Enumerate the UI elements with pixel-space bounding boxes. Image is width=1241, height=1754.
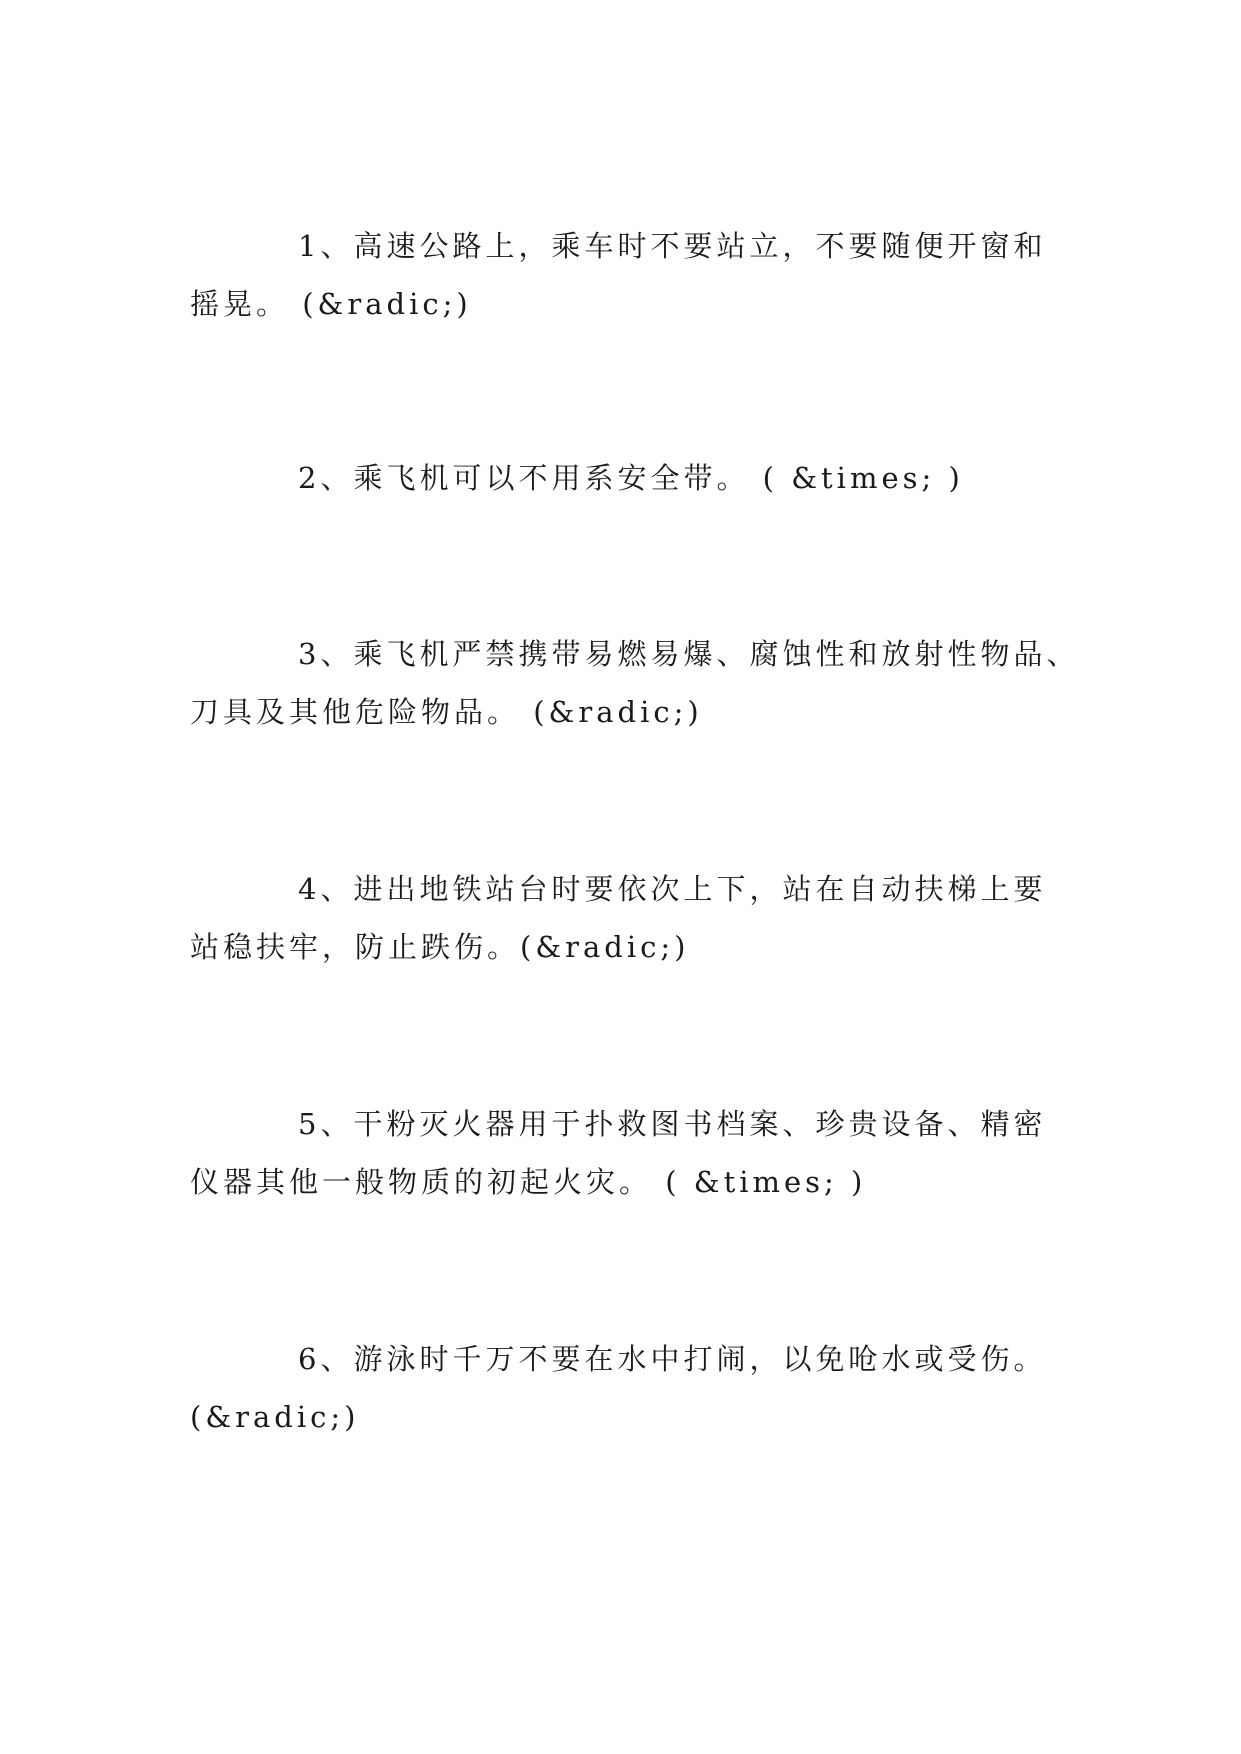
question-4-text-line-2: 站稳扶牢，防止跌伤。(&radic;) (190, 930, 690, 964)
question-item-5 (190, 1095, 1080, 1211)
question-6-text-line-2: (&radic;) (190, 1400, 360, 1434)
question-5-text-line-2: 仪器其他一般物质的初起火灾。 ( &times; ) (190, 1165, 867, 1199)
question-1-text-line-2: 摇晃。 (&radic;) (190, 287, 472, 321)
question-item-4 (190, 860, 1080, 976)
question-item-2 (190, 449, 1080, 507)
question-item-6 (190, 1330, 1080, 1446)
question-6-text-line-1: 6、游泳时千万不要在水中打闹，以免呛水或受伤。 (298, 1342, 1047, 1376)
question-1-text-line-1: 1、高速公路上，乘车时不要站立，不要随便开窗和 (298, 229, 1047, 263)
question-5-text-line-1: 5、干粉灭火器用于扑救图书档案、珍贵设备、精密 (298, 1107, 1047, 1141)
question-3-text-line-2: 刀具及其他危险物品。 (&radic;) (190, 695, 703, 729)
question-4-text-line-1: 4、进出地铁站台时要依次上下，站在自动扶梯上要 (298, 872, 1047, 906)
question-2-text-line-1: 2、乘飞机可以不用系安全带。 ( &times; ) (298, 461, 964, 495)
question-item-3 (190, 625, 1080, 741)
question-3-text-line-1: 3、乘飞机严禁携带易燃易爆、腐蚀性和放射性物品、 (298, 637, 1080, 671)
question-item-1 (190, 217, 1080, 333)
